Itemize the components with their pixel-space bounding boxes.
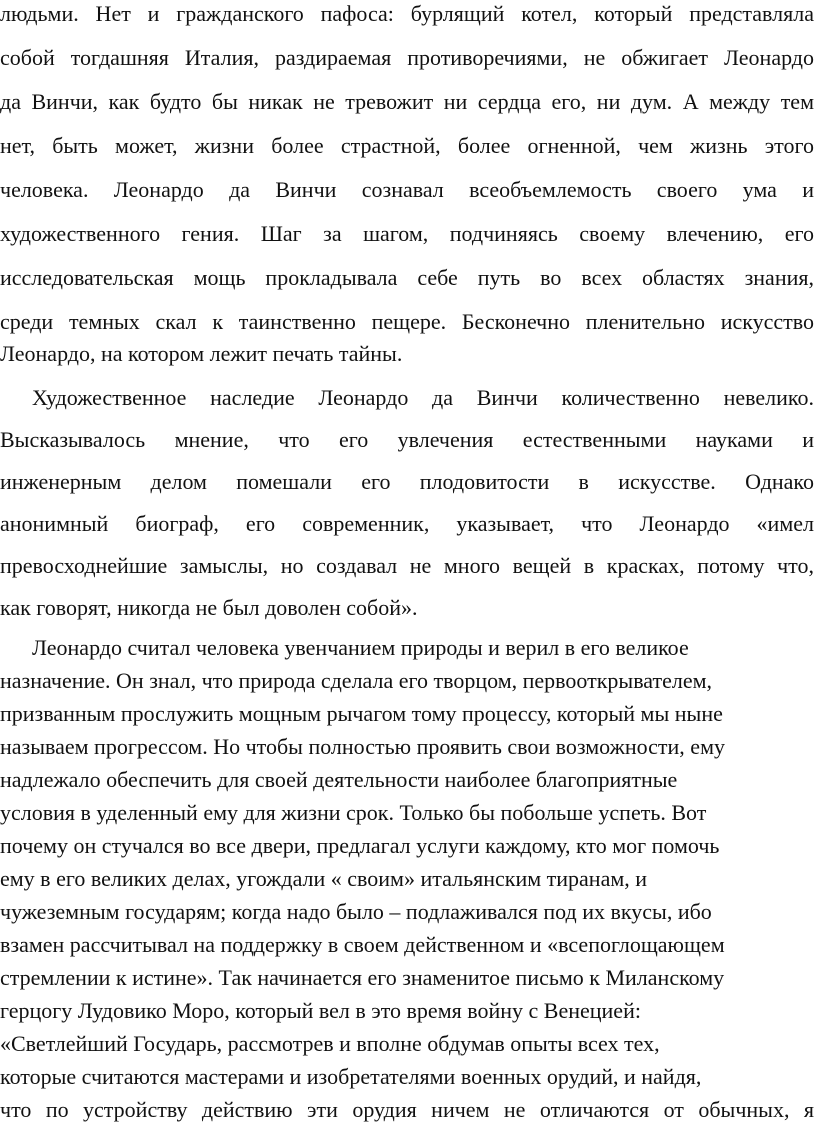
paragraph-1-line: собой тогдашняя Италия, раздираемая противоречиями, не обжигает Леонардо [0,45,814,70]
paragraph-1-line: Леонардо, на котором лежит печать тайны. [0,341,403,366]
paragraph-3-line: что по устройству действию эти орудия ничем не отличаются от обычных, я [0,1097,814,1122]
paragraph-2-line: Высказывалось мнение, что его увлечения естественными науками и [0,427,814,452]
paragraph-1-line: людьми. Нет и гражданского пафоса: бурлящий котел, который представляла [0,1,814,26]
paragraph-2-line: как говорят, никогда не был доволен собой». [0,595,418,620]
paragraph-1-line: исследовательская мощь прокладывала себе путь во всех областях знания, [0,265,814,290]
paragraph-3-line: герцогу Лудовико Моро, который вел в это время войну с Венецией: [0,998,641,1023]
paragraph-3-line: призванным прослужить мощным рычагом тому процессу, который мы ныне [0,701,723,726]
paragraph-2-line: Художественное наследие Леонардо да Винчи количественно невелико. [32,385,814,410]
paragraph-3-line: стремлении к истине». Так начинается его знаменитое письмо к Миланскому [0,965,725,990]
paragraph-3-line: взамен рассчитывал на поддержку в своем действенном и «всепоглощающем [0,932,725,957]
paragraph-1-line: художественного гения. Шаг за шагом, подчиняясь своему влечению, его [0,221,814,246]
paragraph-1-line: человека. Леонардо да Винчи сознавал всеобъемлемость своего ума и [0,177,814,202]
paragraph-3-line: назначение. Он знал, что природа сделала его творцом, первооткрывателем, [0,668,713,693]
paragraph-3-line: Леонардо считал человека увенчанием природы и верил в его великое [32,635,689,660]
paragraph-1-line: нет, быть может, жизни более страстной, более огненной, чем жизнь этого [0,133,814,158]
paragraph-3-line: называем прогрессом. Но чтобы полностью проявить свои возможности, ему [0,734,725,759]
paragraph-3-line: условия в уделенный ему для жизни срок. Только бы побольше успеть. Вот [0,800,707,825]
paragraph-1-line: да Винчи, как будто бы никак не тревожит ни сердца его, ни дум. А между тем [0,89,814,114]
paragraph-2-line: инженерным делом помешали его плодовитости в искусстве. Однако [0,469,814,494]
paragraph-3-line: «Светлейший Государь, рассмотрев и вполне обдумав опыты всех тех, [0,1031,660,1056]
paragraph-3-line: почему он стучался во все двери, предлагал услуги каждому, кто мог помочь [0,833,720,858]
paragraph-1-line: среди темных скал к таинственно пещере. Бесконечно пленительно искусство [0,309,814,334]
paragraph-2-line: превосходнейшие замыслы, но создавал не много вещей в красках, потому что, [0,553,814,578]
paragraph-3-line: которые считаются мастерами и изобретателями военных орудий, и найдя, [0,1064,702,1089]
paragraph-3-line: чужеземным государям; когда надо было – подлаживался под их вкусы, ибо [0,899,712,924]
paragraph-3-line: надлежало обеспечить для своей деятельности наиболее благоприятные [0,767,678,792]
paragraph-3-line: ему в его великих делах, угождали « своим» итальянским тиранам, и [0,866,648,891]
paragraph-2-line: анонимный биограф, его современник, указывает, что Леонардо «имел [0,511,814,536]
